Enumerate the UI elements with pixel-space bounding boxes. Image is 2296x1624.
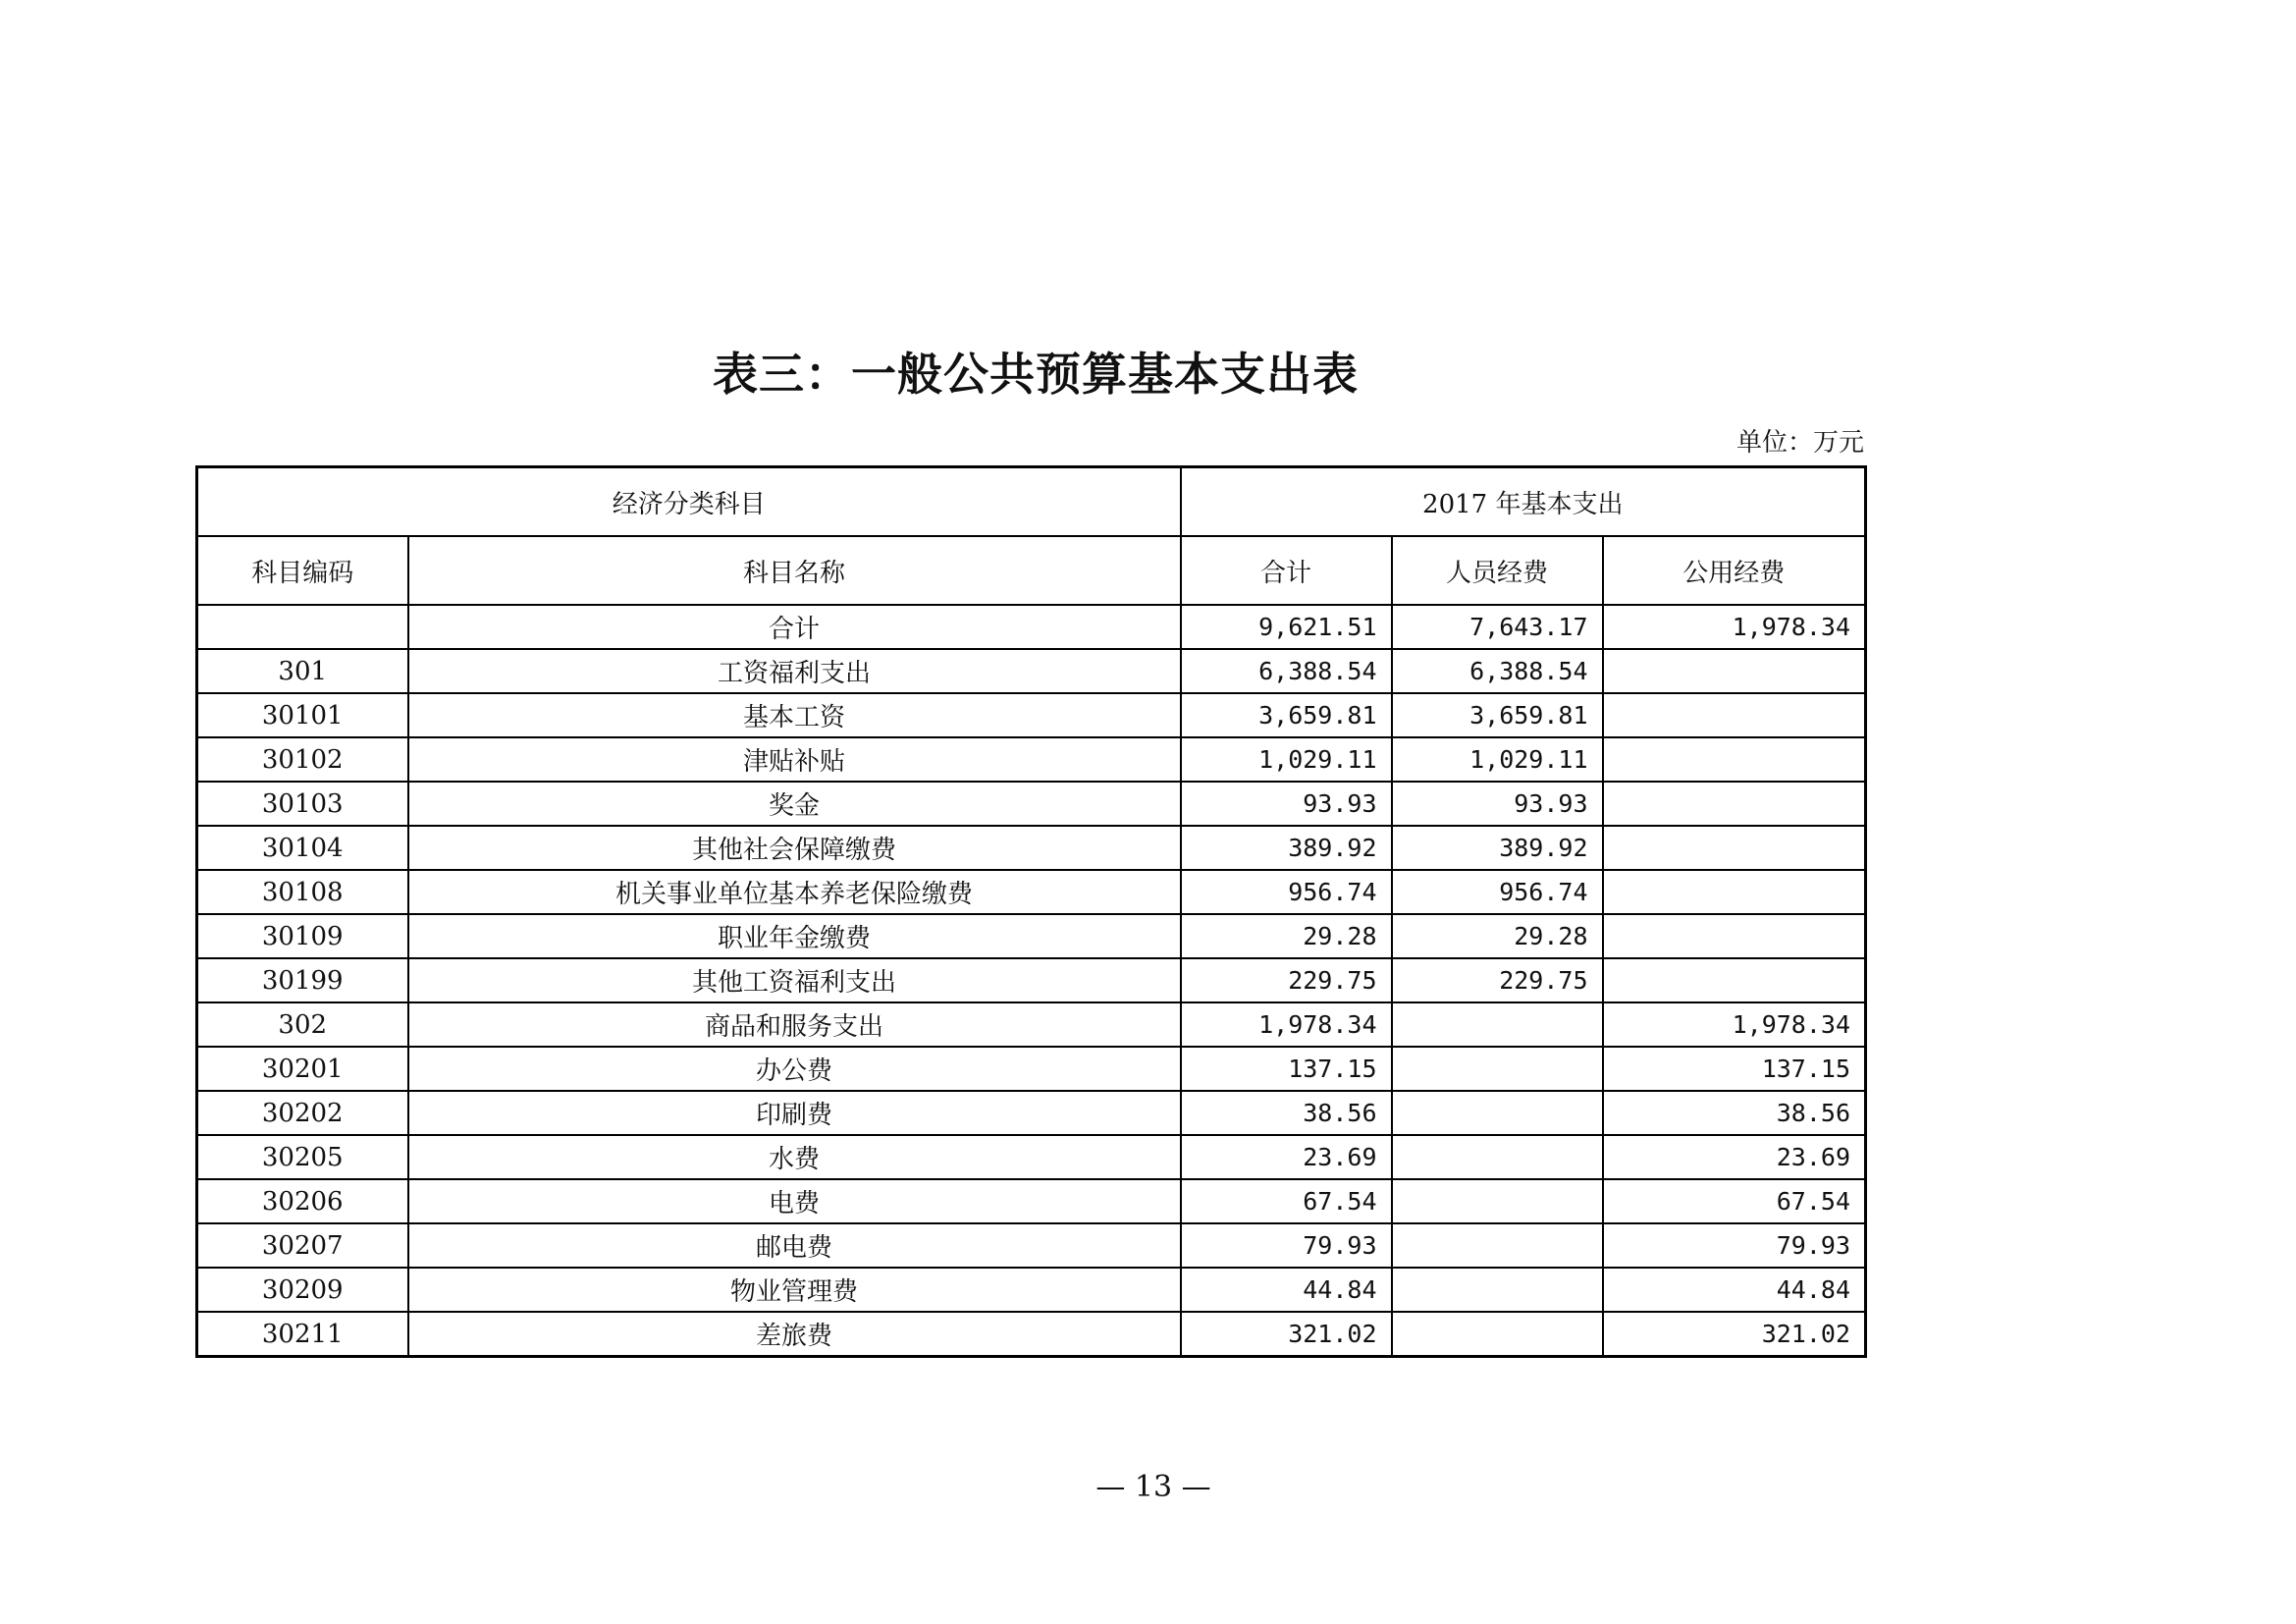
- public-cell: 23.69: [1603, 1135, 1866, 1179]
- name-cell: 津贴补贴: [408, 737, 1181, 782]
- personnel-cell: [1392, 1091, 1603, 1135]
- code-cell: 30201: [197, 1047, 408, 1091]
- unit-label: 单位：万元: [1735, 428, 1864, 458]
- column-header-personnel: 人员经费: [1392, 536, 1603, 605]
- name-cell: 工资福利支出: [408, 649, 1181, 693]
- name-cell: 其他社会保障缴费: [408, 826, 1181, 870]
- total-cell: 29.28: [1181, 914, 1392, 958]
- public-cell: [1603, 782, 1866, 826]
- personnel-cell: 93.93: [1392, 782, 1603, 826]
- code-cell: 30102: [197, 737, 408, 782]
- personnel-cell: 956.74: [1392, 870, 1603, 914]
- table-row: [197, 958, 1866, 1002]
- group-header-classification: 经济分类科目: [197, 467, 1181, 537]
- code-cell: 301: [197, 649, 408, 693]
- name-cell: 电费: [408, 1179, 1181, 1223]
- personnel-cell: 1,029.11: [1392, 737, 1603, 782]
- total-cell: 137.15: [1181, 1047, 1392, 1091]
- table-row: [197, 826, 1866, 870]
- code-cell: 302: [197, 1002, 408, 1047]
- column-header-public: 公用经费: [1603, 536, 1866, 605]
- public-cell: 1,978.34: [1603, 605, 1866, 649]
- public-cell: [1603, 649, 1866, 693]
- name-cell: 办公费: [408, 1047, 1181, 1091]
- personnel-cell: 229.75: [1392, 958, 1603, 1002]
- public-cell: 67.54: [1603, 1179, 1866, 1223]
- name-cell: 邮电费: [408, 1223, 1181, 1268]
- public-cell: [1603, 693, 1866, 737]
- personnel-cell: [1392, 1135, 1603, 1179]
- total-cell: 956.74: [1181, 870, 1392, 914]
- total-cell: 44.84: [1181, 1268, 1392, 1312]
- table-row: [197, 1179, 1866, 1223]
- public-cell: 38.56: [1603, 1091, 1866, 1135]
- column-header-name: 科目名称: [408, 536, 1181, 605]
- code-cell: 30108: [197, 870, 408, 914]
- public-cell: [1603, 870, 1866, 914]
- personnel-cell: [1392, 1047, 1603, 1091]
- total-cell: 389.92: [1181, 826, 1392, 870]
- name-cell: 商品和服务支出: [408, 1002, 1181, 1047]
- code-cell: 30109: [197, 914, 408, 958]
- personnel-cell: 7,643.17: [1392, 605, 1603, 649]
- total-cell: 3,659.81: [1181, 693, 1392, 737]
- public-cell: 44.84: [1603, 1268, 1866, 1312]
- table-row: [197, 649, 1866, 693]
- code-cell: 30209: [197, 1268, 408, 1312]
- total-cell: 6,388.54: [1181, 649, 1392, 693]
- personnel-cell: [1392, 1179, 1603, 1223]
- budget-table: [195, 465, 1867, 1358]
- code-cell: [197, 605, 408, 649]
- column-header-code: 科目编码: [197, 536, 408, 605]
- code-cell: 30205: [197, 1135, 408, 1179]
- public-cell: 1,978.34: [1603, 1002, 1866, 1047]
- table-row: [197, 1091, 1866, 1135]
- table-row: [197, 1312, 1866, 1357]
- name-cell: 印刷费: [408, 1091, 1181, 1135]
- code-cell: 30211: [197, 1312, 408, 1357]
- group-header-expenditure: 2017 年基本支出: [1181, 467, 1866, 537]
- code-cell: 30202: [197, 1091, 408, 1135]
- table-row: [197, 1223, 1866, 1268]
- table-row: [197, 693, 1866, 737]
- total-cell: 321.02: [1181, 1312, 1392, 1357]
- code-cell: 30104: [197, 826, 408, 870]
- table-row: [197, 1002, 1866, 1047]
- name-cell: 基本工资: [408, 693, 1181, 737]
- table-row: [197, 605, 1866, 649]
- personnel-cell: [1392, 1002, 1603, 1047]
- total-cell: 79.93: [1181, 1223, 1392, 1268]
- total-cell: 93.93: [1181, 782, 1392, 826]
- personnel-cell: 29.28: [1392, 914, 1603, 958]
- table-row: [197, 1047, 1866, 1091]
- public-cell: 137.15: [1603, 1047, 1866, 1091]
- code-cell: 30206: [197, 1179, 408, 1223]
- public-cell: [1603, 737, 1866, 782]
- personnel-cell: 6,388.54: [1392, 649, 1603, 693]
- table-row: [197, 914, 1866, 958]
- name-cell: 奖金: [408, 782, 1181, 826]
- total-cell: 1,029.11: [1181, 737, 1392, 782]
- group-header-row: [197, 467, 1866, 537]
- public-cell: [1603, 826, 1866, 870]
- public-cell: 79.93: [1603, 1223, 1866, 1268]
- personnel-cell: [1392, 1312, 1603, 1357]
- name-cell: 差旅费: [408, 1312, 1181, 1357]
- page-number: — 13 —: [1095, 1470, 1211, 1504]
- name-cell: 水费: [408, 1135, 1181, 1179]
- personnel-cell: 3,659.81: [1392, 693, 1603, 737]
- total-cell: 38.56: [1181, 1091, 1392, 1135]
- code-cell: 30103: [197, 782, 408, 826]
- code-cell: 30207: [197, 1223, 408, 1268]
- name-cell: 职业年金缴费: [408, 914, 1181, 958]
- column-header-row: [197, 536, 1866, 605]
- table-row: [197, 870, 1866, 914]
- public-cell: [1603, 914, 1866, 958]
- public-cell: 321.02: [1603, 1312, 1866, 1357]
- total-cell: 23.69: [1181, 1135, 1392, 1179]
- name-cell: 其他工资福利支出: [408, 958, 1181, 1002]
- table-row: [197, 1268, 1866, 1312]
- name-cell: 物业管理费: [408, 1268, 1181, 1312]
- code-cell: 30199: [197, 958, 408, 1002]
- table-row: [197, 737, 1866, 782]
- personnel-cell: [1392, 1223, 1603, 1268]
- personnel-cell: 389.92: [1392, 826, 1603, 870]
- document-title: 表三：一般公共预算基本支出表: [713, 348, 1359, 401]
- column-header-total: 合计: [1181, 536, 1392, 605]
- table-row: [197, 782, 1866, 826]
- total-cell: 229.75: [1181, 958, 1392, 1002]
- name-cell: 机关事业单位基本养老保险缴费: [408, 870, 1181, 914]
- code-cell: 30101: [197, 693, 408, 737]
- total-cell: 9,621.51: [1181, 605, 1392, 649]
- name-cell: 合计: [408, 605, 1181, 649]
- total-cell: 1,978.34: [1181, 1002, 1392, 1047]
- personnel-cell: [1392, 1268, 1603, 1312]
- public-cell: [1603, 958, 1866, 1002]
- table-row: [197, 1135, 1866, 1179]
- total-cell: 67.54: [1181, 1179, 1392, 1223]
